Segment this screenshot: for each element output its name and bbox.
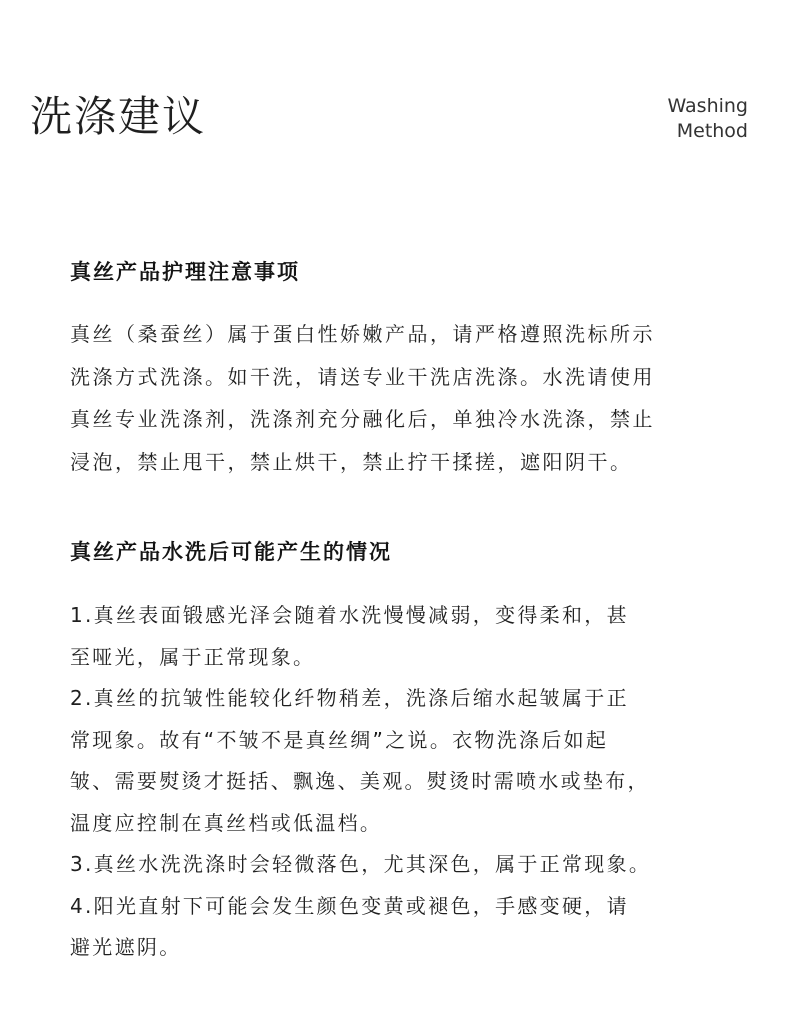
after-wash-line: 至哑光，属于正常现象。 — [70, 644, 316, 669]
care-line: 洗涤方式洗涤。如干洗，请送专业干洗店洗涤。水洗请使用 — [70, 364, 655, 389]
after-wash-line: 温度应控制在真丝档或低温档。 — [70, 810, 383, 835]
care-line: 浸泡，禁止甩干，禁止烘干，禁止拧干揉搓，遮阳阴干。 — [70, 449, 633, 474]
after-wash-line: 皱、需要熨烫才挺括、飘逸、美观。熨烫时需喷水或垫布， — [70, 769, 650, 793]
care-section — [70, 257, 750, 483]
after-wash-line: 避光遮阴。 — [70, 935, 182, 959]
page-subtitle — [667, 94, 748, 144]
care-line: 真丝专业洗涤剂，洗涤剂充分融化后，单独冷水洗涤，禁止 — [70, 407, 655, 431]
after-wash-line: 1.真丝表面锻感光泽会随着水洗慢慢减弱，变得柔和，甚 — [70, 603, 629, 627]
care-paragraph — [70, 313, 750, 483]
after-wash-section — [70, 537, 750, 969]
after-wash-list — [70, 595, 750, 969]
after-wash-line: 2.真丝的抗皱性能较化纤物稍差，洗涤后缩水起皱属于正 — [70, 686, 629, 710]
subtitle-line-2: Method — [676, 120, 748, 142]
subtitle-line-1: Washing — [667, 95, 748, 117]
after-wash-line: 常现象。故有“不皱不是真丝绸”之说。衣物洗涤后如起 — [70, 727, 609, 752]
page-title: 洗涤建议 — [30, 92, 207, 141]
after-wash-line: 3.真丝水洗洗涤时会轻微落色，尤其深色，属于正常现象。 — [70, 852, 652, 876]
care-heading: 真丝产品护理注意事项 — [70, 260, 300, 284]
after-wash-heading: 真丝产品水洗后可能产生的情况 — [70, 540, 392, 564]
after-wash-line: 4.阳光直射下可能会发生颜色变黄或褪色，手感变硬，请 — [70, 893, 629, 918]
care-line: 真丝（桑蚕丝）属于蛋白性娇嫩产品，请严格遵照洗标所示 — [70, 322, 655, 346]
